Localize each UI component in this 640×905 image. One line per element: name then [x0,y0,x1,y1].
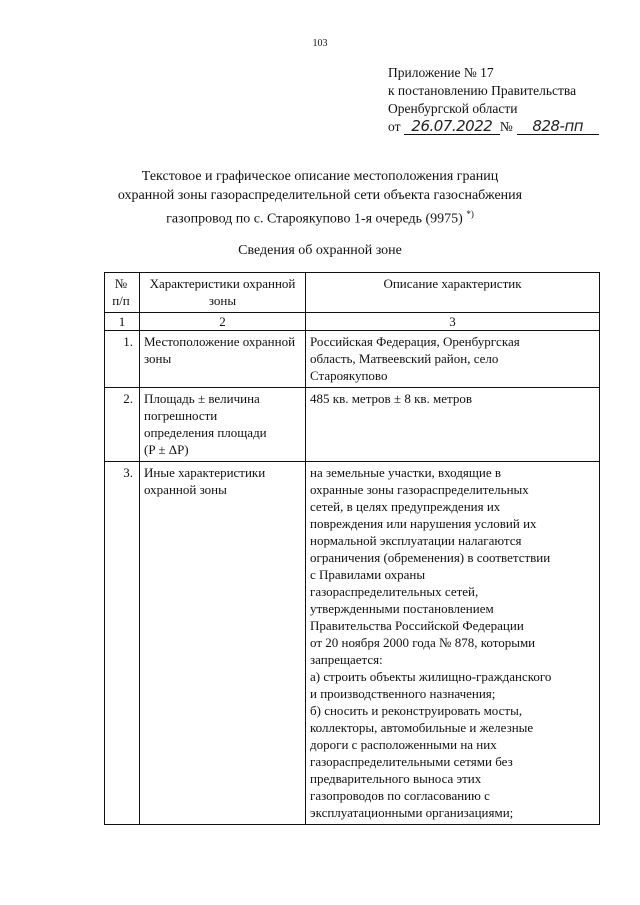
characteristic-line: (P ± ΔP) [144,442,189,457]
row-characteristic: Местоположение охранной зоны [140,331,306,388]
description-line: нормальной эксплуатации налагаются [310,533,522,548]
section-subtitle: Сведения об охранной зоне [238,243,402,258]
column-number-row [105,313,600,331]
col-number-2: 2 [140,313,306,331]
description-line: на земельные участки, входящие в [310,465,502,480]
description-line: газораспределительными сетями без [310,754,513,769]
decree-date-line [388,118,599,136]
row-num: 3. [105,462,140,825]
document-title [0,167,640,229]
description-line: и производственного назначения; [310,686,496,701]
description-line: с Правилами охраны [310,567,426,582]
row-description [306,331,600,388]
description-line: коллекторы, автомобильные и железные [310,720,534,735]
description-line: газораспределительных сетей, [310,584,479,599]
description-line: Российская Федерация, Оренбургская [310,334,520,349]
description-line: область, Матвеевский район, село [310,351,499,366]
row-num: 2. [105,388,140,462]
number-label: № [499,119,513,134]
col-number-1: 1 [105,313,140,331]
handwritten-date: 26.07.2022 [404,119,500,135]
header-num: № п/п [105,273,140,313]
description-line: эксплуатационными организациями; [310,805,514,820]
header-characteristic: Характеристики охранной зоны [140,273,306,313]
appendix-line-2: к постановлению Правительства [388,83,577,98]
table-row [105,331,600,388]
handwritten-number: 828-пп [517,119,599,135]
row-description: 485 кв. метров ± 8 кв. метров [306,388,600,462]
description-line: б) сносить и реконструировать мосты, [310,703,523,718]
table-header-row [105,273,600,313]
row-description [306,462,600,825]
title-line-2: охранной зоны газораспределительной сети объекта газоснабжения [117,188,523,203]
description-line: охранные зоны газораспределительных [310,482,529,497]
description-line: сетей, в целях предупреждения их [310,499,501,514]
row-characteristic [140,388,306,462]
characteristic-line: погрешности [144,408,218,423]
description-line: а) строить объекты жилищно-гражданского [310,669,552,684]
title-line-3 [0,205,640,229]
characteristic-line: Площадь ± величина [144,391,260,406]
description-line: от 20 ноября 2000 года № 878, которыми [310,635,536,650]
characteristic-line: определения площади [144,425,267,440]
description-line: предварительного выноса этих [310,771,482,786]
footnote-mark: *) [466,209,474,219]
description-line: дороги с расположенными на них [310,737,497,752]
description-line: повреждения или нарушения условий их [310,516,537,531]
table-row [105,388,600,462]
zone-table [104,272,600,825]
appendix-line-3: Оренбургской области [388,101,518,116]
row-characteristic: Иные характеристики охранной зоны [140,462,306,825]
page-number: 103 [312,38,328,49]
table-row [105,462,600,825]
title-line-3-text: газопровод по с. Староякупово 1-я очередь (9975) [166,211,463,227]
description-line: Староякупово [310,368,388,383]
description-line: Правительства Российской Федерации [310,618,524,633]
description-line: запрещается: [310,652,383,667]
row-num: 1. [105,331,140,388]
title-line-1: Текстовое и графическое описание местоположения границ [141,169,499,184]
description-line: утвержденными постановлением [310,601,494,616]
appendix-line-1: Приложение № 17 [388,65,494,80]
col-number-3: 3 [306,313,600,331]
description-line: газопроводов по согласованию с [310,788,490,803]
header-description: Описание характеристик [306,273,600,313]
appendix-header [388,64,599,136]
from-label: от [388,119,401,134]
description-line: ограничения (обременения) в соответствии [310,550,551,565]
